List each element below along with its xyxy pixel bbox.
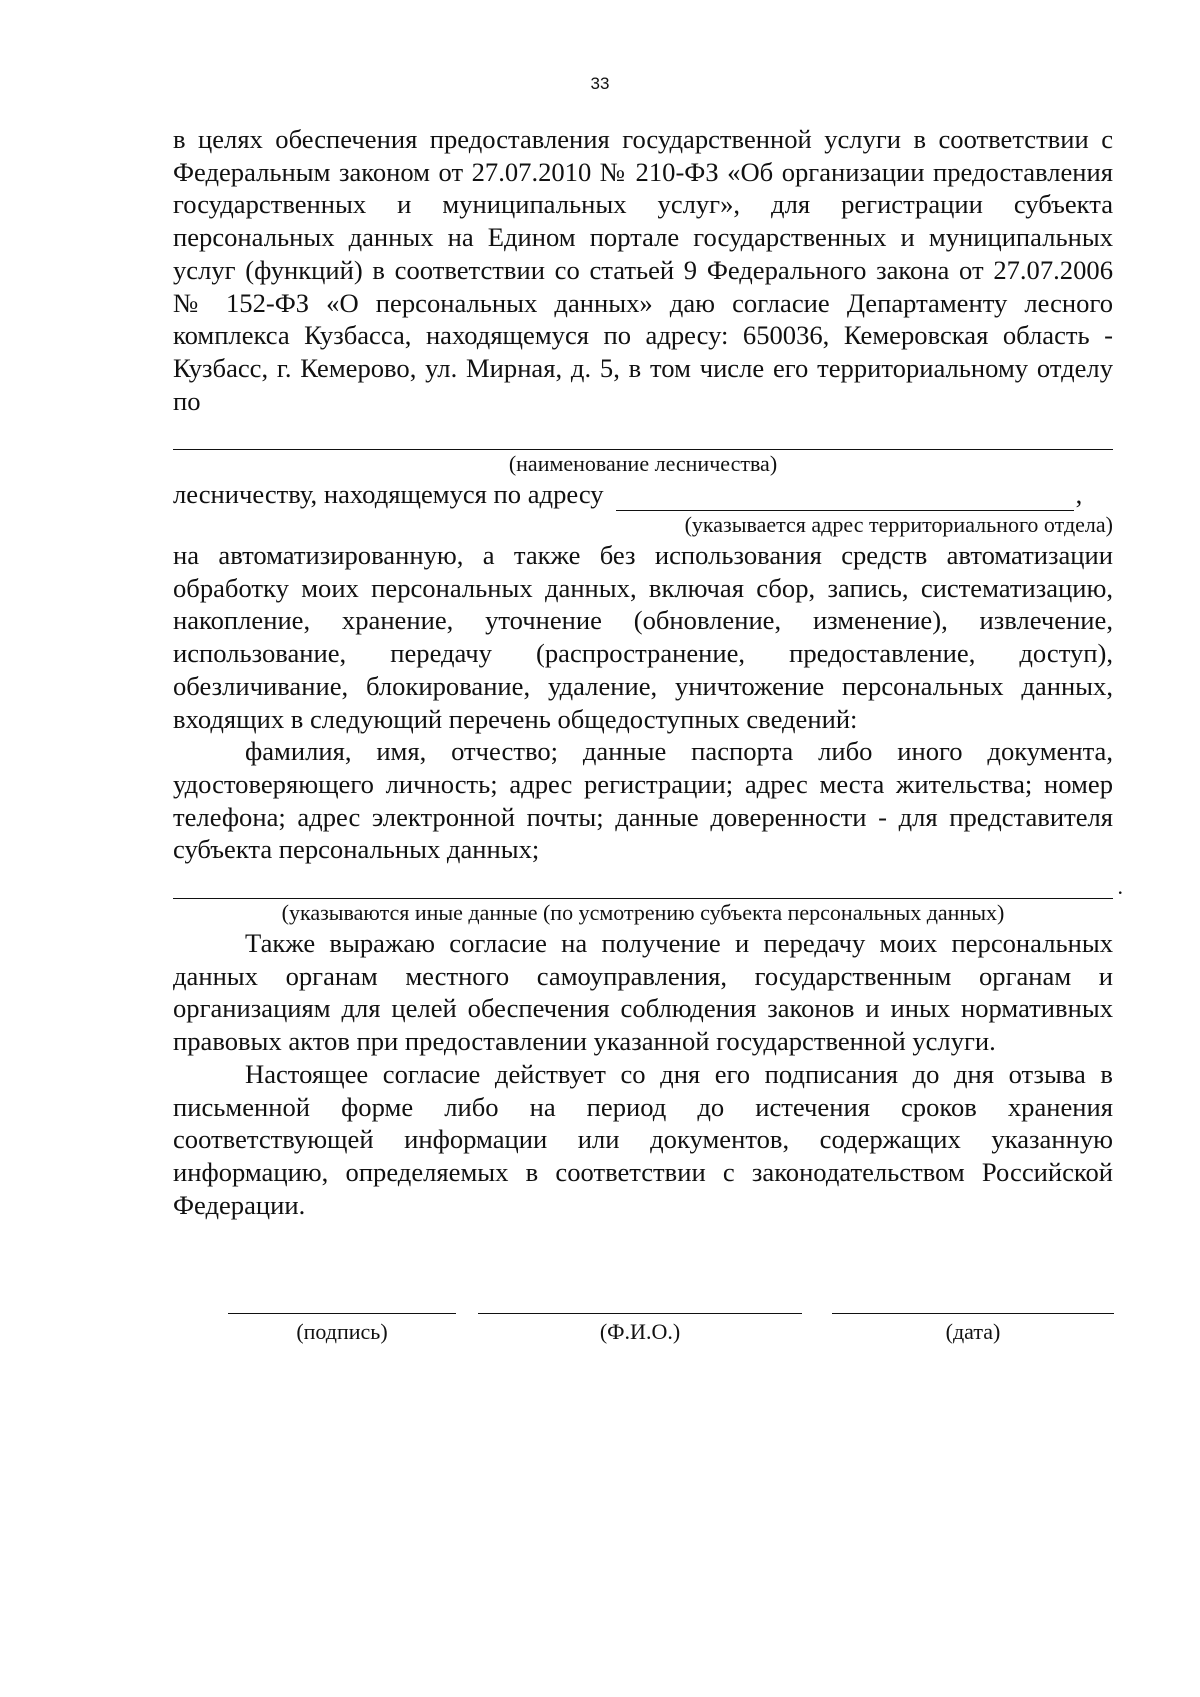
signature-line [228, 1313, 456, 1314]
forestry-name-blank-line [173, 419, 1113, 450]
signature-block [0, 1313, 1200, 1373]
signature-label: (подпись) [296, 1319, 388, 1344]
full-name-label: (Ф.И.О.) [599, 1319, 681, 1344]
other-data-caption: (указываются иные данные (по усмотрению субъекта персональных данных) [281, 900, 1005, 926]
data-list-paragraph: фамилия, имя, отчество; данные паспорта либо иного документа, удостоверяющего личность; адрес регистрации; адрес места жительства; номер телефона; адрес электронной почты; данные доверенности - для представителя субъекта персональных данных; [173, 736, 1113, 865]
forestry-name-caption: (наименование лесничества) [508, 451, 778, 477]
other-data-blank-line [173, 868, 1113, 899]
forestry-address-label: лесничеству, находящемуся по адресу [173, 479, 604, 510]
document-body [173, 123, 1113, 1221]
date-field [832, 1313, 1114, 1346]
date-line [832, 1313, 1114, 1314]
forestry-address-row [173, 478, 1113, 511]
full-name-field [478, 1313, 802, 1346]
forestry-address-blank-line [616, 484, 1074, 511]
consent-intro-paragraph: в целях обеспечения предоставления государственной услуги в соответствии с Федеральным законом от 27.07.2010 № 210-ФЗ «Об организации предоставления государственных и муниципальных услуг», для регистрации субъекта персональных данных на Едином портале государственных и муниципальных услуг (функций) в соответствии со статьей 9 Федерального закона от 27.07.2006 № 152-ФЗ «О персональных данных» даю согласие Департаменту лесного комплекса Кузбасса, находящемуся по адресу: 650036, Кемеровская область - Кузбасс, г. Кемерово, ул. Мирная, д. 5, в том числе его территориальному отделу по [173, 124, 1113, 416]
page-number: 33 [590, 74, 610, 93]
signature-field [228, 1313, 456, 1346]
address-caption: (указывается адрес территориального отдела) [684, 512, 1113, 538]
transfer-consent-paragraph: Также выражаю согласие на получение и передачу моих персональных данных органам местного самоуправления, государственным органам и организациям для целей обеспечения соблюдения законов и иных нормативных правовых актов при предоставлении указанной государственной услуги. [173, 928, 1113, 1057]
date-label: (дата) [945, 1319, 1001, 1344]
validity-paragraph: Настоящее согласие действует со дня его подписания до дня отзыва в письменной форме либо на период до истечения сроков хранения соответствующей информации или документов, содержащих указанную информацию, определяемых в соответствии с законодательством Российской Федерации. [173, 1058, 1113, 1220]
full-name-line [478, 1313, 802, 1314]
forestry-address-comma: , [1075, 479, 1083, 510]
processing-paragraph: на автоматизированную, а также без использования средств автоматизации обработку моих персональных данных, включая сбор, запись, систематизацию, накопление, хранение, уточнение (обновление, изменение), извлечение, использование, передачу (распространение, предоставление, доступ), обезличивание, блокирование, удаление, уничтожение персональных данных, входящих в следующий перечень общедоступных сведений: [173, 540, 1113, 734]
